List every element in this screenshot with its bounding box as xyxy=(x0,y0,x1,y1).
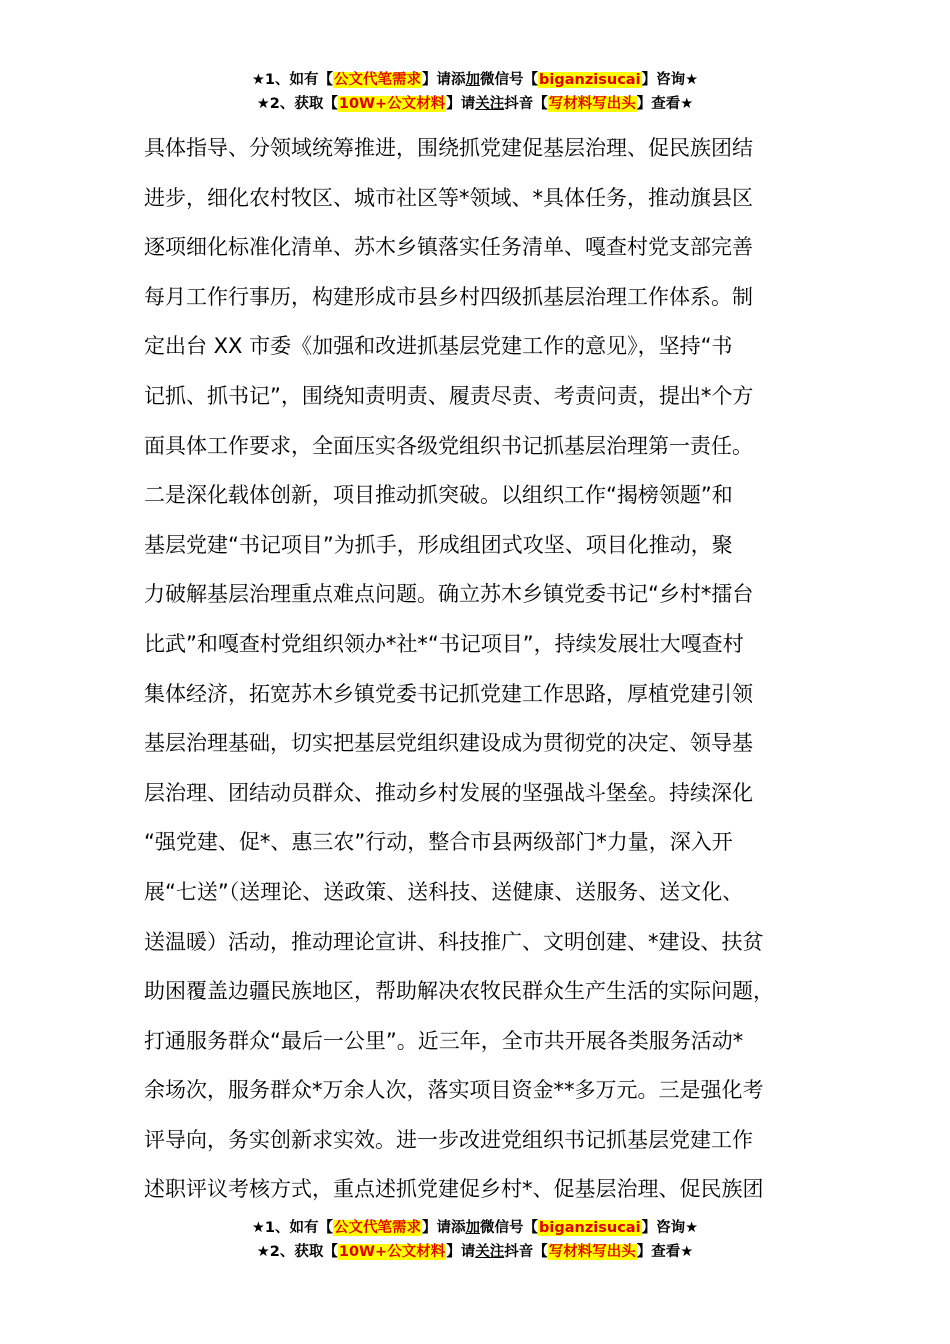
banner-text: ★2、获取【 xyxy=(256,96,338,112)
body-line: “强党建、促*、惠三农”行动，整合市县两级部门*力量，深入开 xyxy=(144,830,733,855)
body-line: 比武”和嘎查村党组织领办*社*“书记项目”，持续发展壮大嘎查村 xyxy=(144,631,744,656)
banner-highlight: biganzisucai xyxy=(539,72,641,88)
body-line: 面具体工作要求，全面压实各级党组织书记抓基层治理第一责任。 xyxy=(144,433,753,458)
banner-underlined: 加 xyxy=(465,1220,481,1236)
banner-highlight: 写材料写出头 xyxy=(548,96,636,112)
banner-underlined: 关注 xyxy=(475,1244,505,1260)
banner-highlight: 写材料写出头 xyxy=(548,1244,636,1260)
body-line: 力破解基层治理重点难点问题。确立苏木乡镇党委书记“乡村*擂台 xyxy=(144,582,754,607)
body-line: 二是深化载体创新，项目推动抓突破。以组织工作“揭榜领题”和 xyxy=(144,483,733,508)
banner-text: 】请添 xyxy=(422,1220,466,1236)
banner-highlight: 公文代笔需求 xyxy=(334,72,422,88)
body-line: 展“七送”（送理论、送政策、送科技、送健康、送服务、送文化、 xyxy=(144,879,744,904)
banner-text: 抖音【 xyxy=(504,1244,548,1260)
document-body xyxy=(144,124,812,1215)
banner-line-2 xyxy=(0,92,950,116)
footer-banner xyxy=(0,1216,950,1264)
banner-text: 微信号【 xyxy=(480,72,539,88)
banner-underlined: 关注 xyxy=(475,96,505,112)
body-line: 集体经济，拓宽苏木乡镇党委书记抓党建工作思路，厚植党建引领 xyxy=(144,681,753,706)
body-line: 评导向，务实创新求实效。进一步改进党组织书记抓基层党建工作 xyxy=(144,1127,753,1152)
banner-text: ★1、如有【 xyxy=(251,72,334,88)
body-line: 层治理、团结动员群众、推动乡村发展的坚强战斗堡垒。持续深化 xyxy=(144,780,753,805)
body-line: 打通服务群众“最后一公里”。近三年，全市共开展各类服务活动* xyxy=(144,1028,744,1053)
header-banner xyxy=(0,68,950,116)
body-line: 基层党建“书记项目”为抓手，形成组团式攻坚、项目化推动，聚 xyxy=(144,532,733,557)
body-line: 定出台 XX 市委《加强和改进抓基层党建工作的意见》，坚持“书 xyxy=(144,334,733,359)
body-line: 助困覆盖边疆民族地区，帮助解决农牧民群众生产生活的实际问题， xyxy=(144,979,774,1004)
banner-highlight: 10W+公文材料 xyxy=(338,96,446,112)
body-line: 基层治理基础，切实把基层党组织建设成为贯彻党的决定、领导基 xyxy=(144,731,753,756)
body-line: 记抓、抓书记”，围绕知责明责、履责尽责、考责问责，提出*个方 xyxy=(144,383,754,408)
banner-line-1 xyxy=(0,1216,950,1240)
body-line: 每月工作行事历，构建形成市县乡村四级抓基层治理工作体系。制 xyxy=(144,284,753,309)
banner-highlight: 10W+公文材料 xyxy=(338,1244,446,1260)
banner-text: ★1、如有【 xyxy=(251,1220,334,1236)
banner-underlined: 加 xyxy=(465,72,481,88)
banner-text: 】请 xyxy=(446,1244,476,1260)
banner-text: 抖音【 xyxy=(504,96,548,112)
body-line: 余场次，服务群众*万余人次，落实项目资金**多万元。三是强化考 xyxy=(144,1078,764,1103)
banner-highlight: biganzisucai xyxy=(539,1220,641,1236)
banner-text: 】咨询★ xyxy=(641,1220,699,1236)
body-line: 具体指导、分领域统筹推进，围绕抓党建促基层治理、促民族团结 xyxy=(144,136,753,160)
banner-text: 】请 xyxy=(446,96,476,112)
body-line: 送温暖）活动，推动理论宣讲、科技推广、文明创建、*建设、扶贫 xyxy=(144,929,764,954)
banner-text: 】查看★ xyxy=(636,1244,694,1260)
body-line: 逐项细化标准化清单、苏木乡镇落实任务清单、嘎查村党支部完善 xyxy=(144,235,753,260)
banner-text: 】请添 xyxy=(422,72,466,88)
banner-text: 微信号【 xyxy=(480,1220,539,1236)
body-line: 述职评议考核方式，重点述抓党建促乡村*、促基层治理、促民族团 xyxy=(144,1177,764,1202)
banner-line-2 xyxy=(0,1240,950,1264)
body-line: 进步，细化农村牧区、城市社区等*领域、*具体任务，推动旗县区 xyxy=(144,185,753,210)
banner-line-1 xyxy=(0,68,950,92)
banner-text: 】查看★ xyxy=(636,96,694,112)
banner-highlight: 公文代笔需求 xyxy=(334,1220,422,1236)
banner-text: 】咨询★ xyxy=(641,72,699,88)
banner-text: ★2、获取【 xyxy=(256,1244,338,1260)
